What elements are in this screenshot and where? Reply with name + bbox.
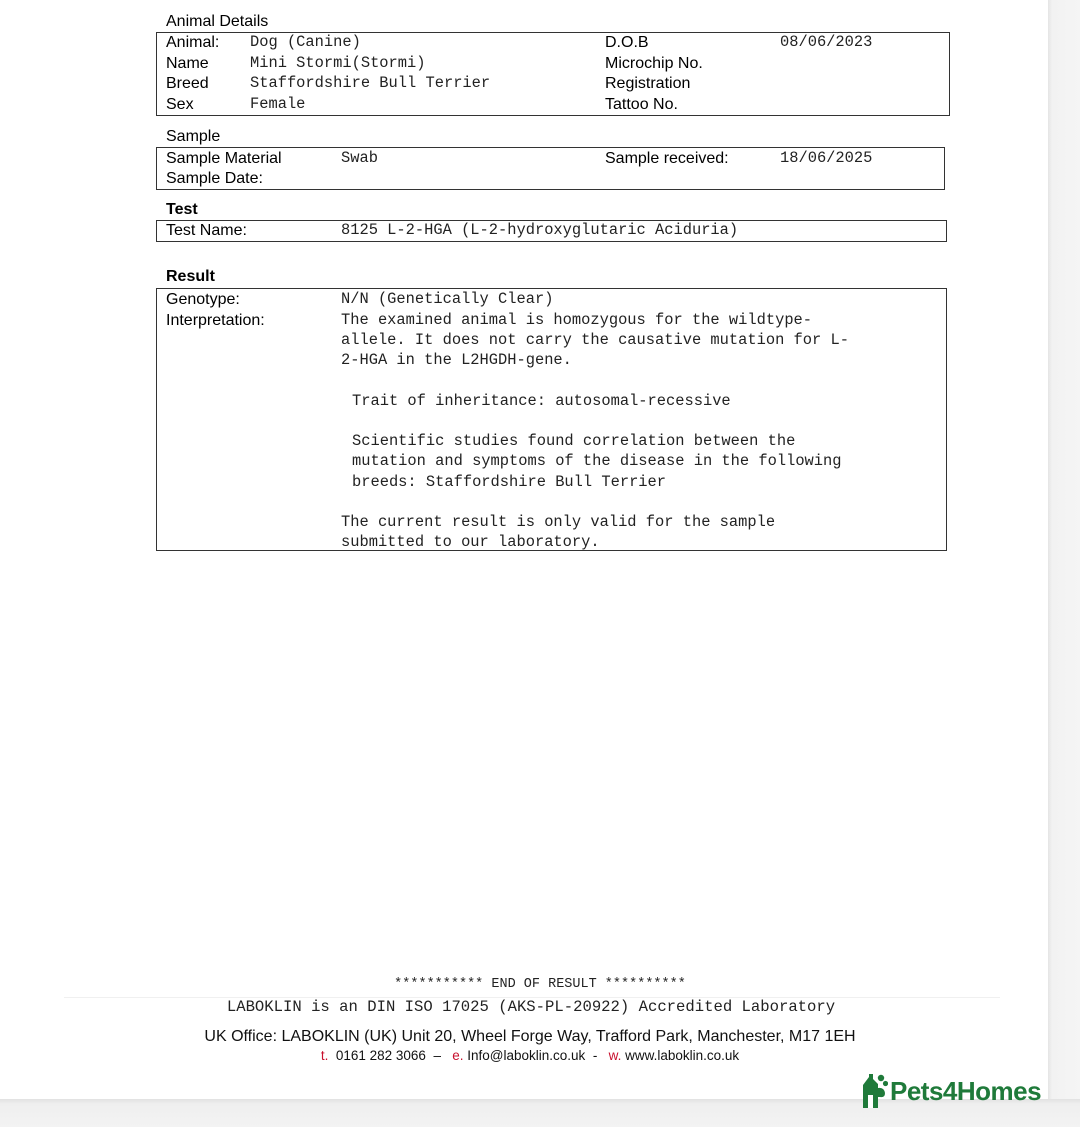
genotype-label: Genotype: <box>166 291 240 308</box>
name-label: Name <box>166 55 209 72</box>
breed-value: Staffordshire Bull Terrier <box>250 74 491 92</box>
separator: - <box>592 1048 598 1063</box>
breed-label: Breed <box>166 75 209 92</box>
test-name-label: Test Name: <box>166 222 247 239</box>
phone-number: 0161 282 3066 <box>335 1048 426 1063</box>
animal-value: Dog (Canine) <box>250 33 361 51</box>
dob-value: 08/06/2023 <box>780 33 873 51</box>
interpretation-label: Interpretation: <box>166 312 265 329</box>
web-link[interactable]: www.laboklin.co.uk <box>625 1048 740 1063</box>
sex-label: Sex <box>166 96 194 113</box>
interpretation-text <box>341 310 941 552</box>
sample-received-label: Sample received: <box>605 150 729 167</box>
sample-date-label: Sample Date: <box>166 170 263 187</box>
animal-label: Animal: <box>166 34 220 51</box>
accreditation-statement: LABOKLIN is an DIN ISO 17025 (AKS-PL-20922) Accredited Laboratory <box>226 998 836 1016</box>
logo-text: Pets4Homes <box>890 1075 1042 1106</box>
microchip-label: Microchip No. <box>605 55 703 72</box>
animal-details-heading: Animal Details <box>166 13 269 30</box>
sample-heading: Sample <box>166 128 221 145</box>
test-name-value: 8125 L-2-HGA (L-2-hydroxyglutaric Aciduria) <box>341 221 739 239</box>
genotype-value: N/N (Genetically Clear) <box>341 290 554 308</box>
separator: – <box>433 1048 441 1063</box>
tattoo-label: Tattoo No. <box>605 96 678 113</box>
end-of-result: *********** END OF RESULT ********** <box>394 977 686 992</box>
email-link[interactable]: Info@laboklin.co.uk <box>467 1048 586 1063</box>
interpretation-paragraph: Trait of inheritance: autosomal-recessive <box>352 391 731 410</box>
pets4homes-logo <box>860 1072 1041 1110</box>
interpretation-paragraph: The examined animal is homozygous for the wildtype- allele. It does not carry the causative mutation for L- 2-HGA in the L2HGDH-gene. <box>341 311 849 370</box>
web-prefix: w. <box>608 1048 622 1063</box>
sample-material-label: Sample Material <box>166 150 282 167</box>
name-value: Mini Stormi(Stormi) <box>250 54 426 72</box>
email-prefix: e. <box>452 1048 464 1063</box>
registration-label: Registration <box>605 75 691 92</box>
page-edge-right <box>1048 0 1080 1127</box>
interpretation-paragraph: The current result is only valid for the sample submitted to our laboratory. <box>341 512 776 552</box>
office-address: UK Office: LABOKLIN (UK) Unit 20, Wheel Forge Way, Trafford Park, Manchester, M17 1EH <box>204 1028 856 1045</box>
phone-prefix: t. <box>320 1048 329 1063</box>
house-paw-icon <box>860 1073 888 1109</box>
test-heading: Test <box>166 201 198 218</box>
result-heading: Result <box>166 268 215 285</box>
sample-material-value: Swab <box>341 149 378 167</box>
dob-label: D.O.B <box>605 34 649 51</box>
sex-value: Female <box>250 95 306 113</box>
sample-received-value: 18/06/2025 <box>780 149 873 167</box>
contact-line <box>0 1048 1060 1063</box>
interpretation-paragraph: Scientific studies found correlation between the mutation and symptoms of the disease in the following breeds: Staffordshire Bull Terrier <box>352 432 842 491</box>
